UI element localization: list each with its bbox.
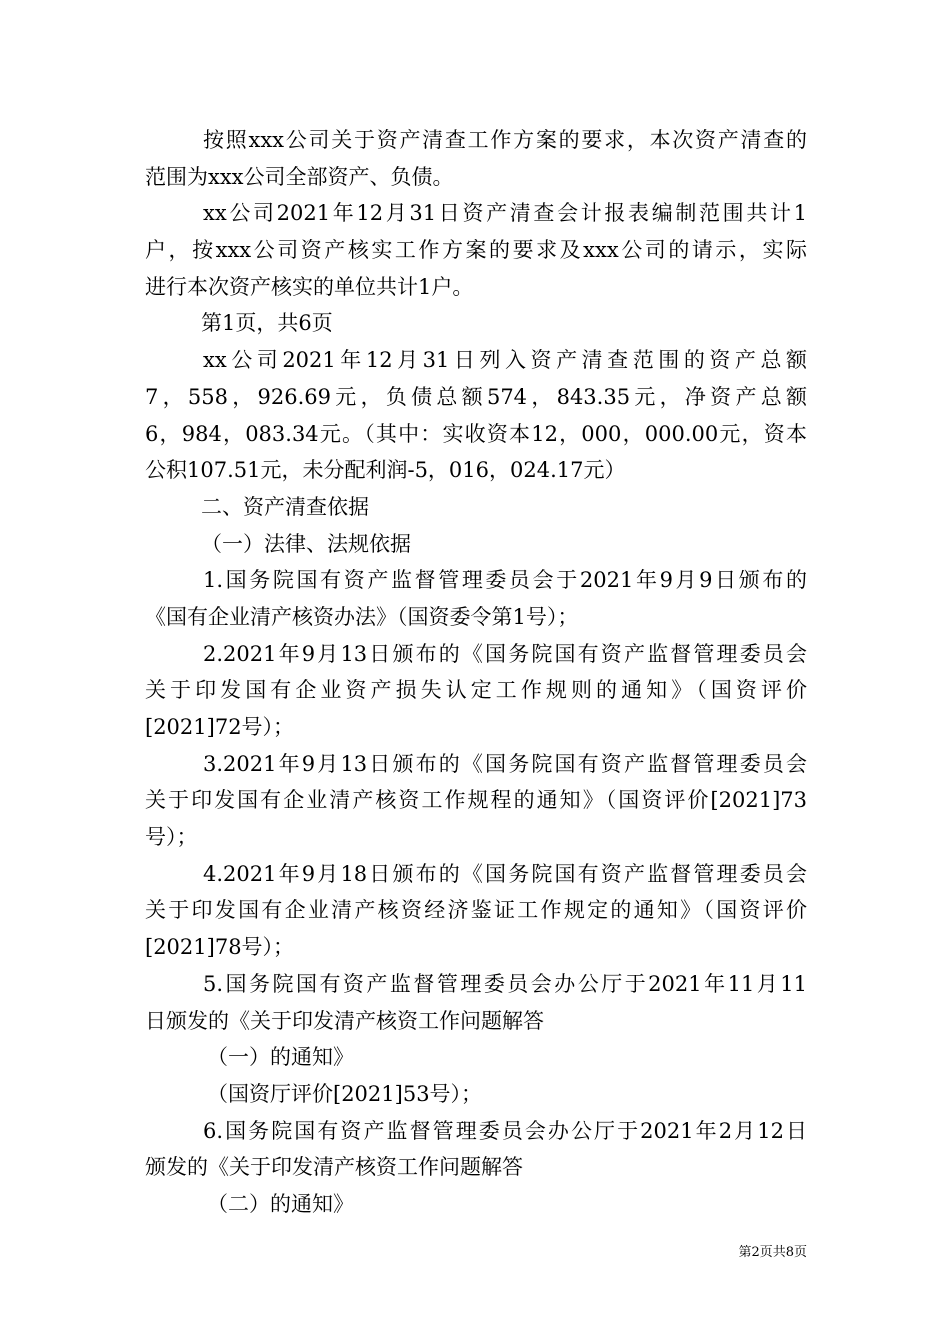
paragraph-line: 6，984，083.34元。（其中：实收资本12，000，000.00元，资本	[145, 421, 807, 446]
list-item-line: 号）；	[145, 825, 198, 850]
paragraph-line: 公积107.51元，未分配利润-5，016，024.17元）	[145, 458, 626, 483]
section-heading: 二、资产清查依据	[201, 494, 369, 519]
paragraph-line: 进行本次资产核实的单位共计1户。	[145, 274, 474, 299]
list-item-line: 1.国务院国有资产监督管理委员会于2021年9月9日颁布的	[203, 568, 807, 593]
list-item-line: 4.2021年9月18日颁布的《国务院国有资产监督管理委员会	[203, 861, 807, 886]
paragraph-line: 按照xxx公司关于资产清查工作方案的要求，本次资产清查的	[203, 128, 807, 152]
list-item-line: 日颁发的《关于印发清产核资工作问题解答	[145, 1008, 544, 1033]
list-item-line: [2021]72号）；	[145, 715, 295, 739]
paragraph-line: 户，按xxx公司资产核实工作方案的要求及xxx公司的请示，实际	[145, 238, 807, 263]
list-item-line: 《国有企业清产核资办法》（国资委令第1号）；	[145, 604, 579, 629]
list-item-line: [2021]78号）；	[145, 935, 295, 960]
list-item-line: 颁发的《关于印发清产核资工作问题解答	[145, 1155, 523, 1180]
paragraph-line: xx公司2021年12月31日资产清查会计报表编制范围共计1	[203, 201, 807, 226]
list-item-line: 6.国务院国有资产监督管理委员会办公厅于2021年2月12日	[203, 1118, 807, 1143]
paragraph-line: 7，558，926.69元，负债总额574，843.35元，净资产总额	[145, 384, 807, 409]
list-item-line: （二）的通知》	[207, 1191, 354, 1216]
paragraph-line: 范围为xxx公司全部资产、负债。	[145, 164, 454, 189]
page-marker-line: 第1页，共6页	[201, 311, 333, 336]
list-item-line: 2.2021年9月13日颁布的《国务院国有资产监督管理委员会	[203, 641, 807, 666]
page-number-footer: 第2页共8页	[738, 1245, 807, 1260]
paragraph-line: xx公司2021年12月31日列入资产清查范围的资产总额	[203, 348, 807, 373]
list-item-line: （国资厅评价[2021]53号）；	[207, 1081, 483, 1106]
subsection-heading: （一）法律、法规依据	[201, 531, 411, 556]
body-text	[145, 122, 807, 1223]
list-item-line: 5.国务院国有资产监督管理委员会办公厅于2021年11月11	[203, 971, 807, 996]
list-item-line: 关于印发国有企业清产核资工作规程的通知》（国资评价[2021]73	[145, 788, 807, 813]
list-item-line: （一）的通知》	[207, 1045, 354, 1070]
list-item-line: 关于印发国有企业清产核资经济鉴证工作规定的通知》（国资评价	[145, 898, 807, 923]
list-item-line: 关于印发国有企业资产损失认定工作规则的通知》（国资评价	[145, 678, 807, 703]
list-item-line: 3.2021年9月13日颁布的《国务院国有资产监督管理委员会	[203, 751, 807, 776]
